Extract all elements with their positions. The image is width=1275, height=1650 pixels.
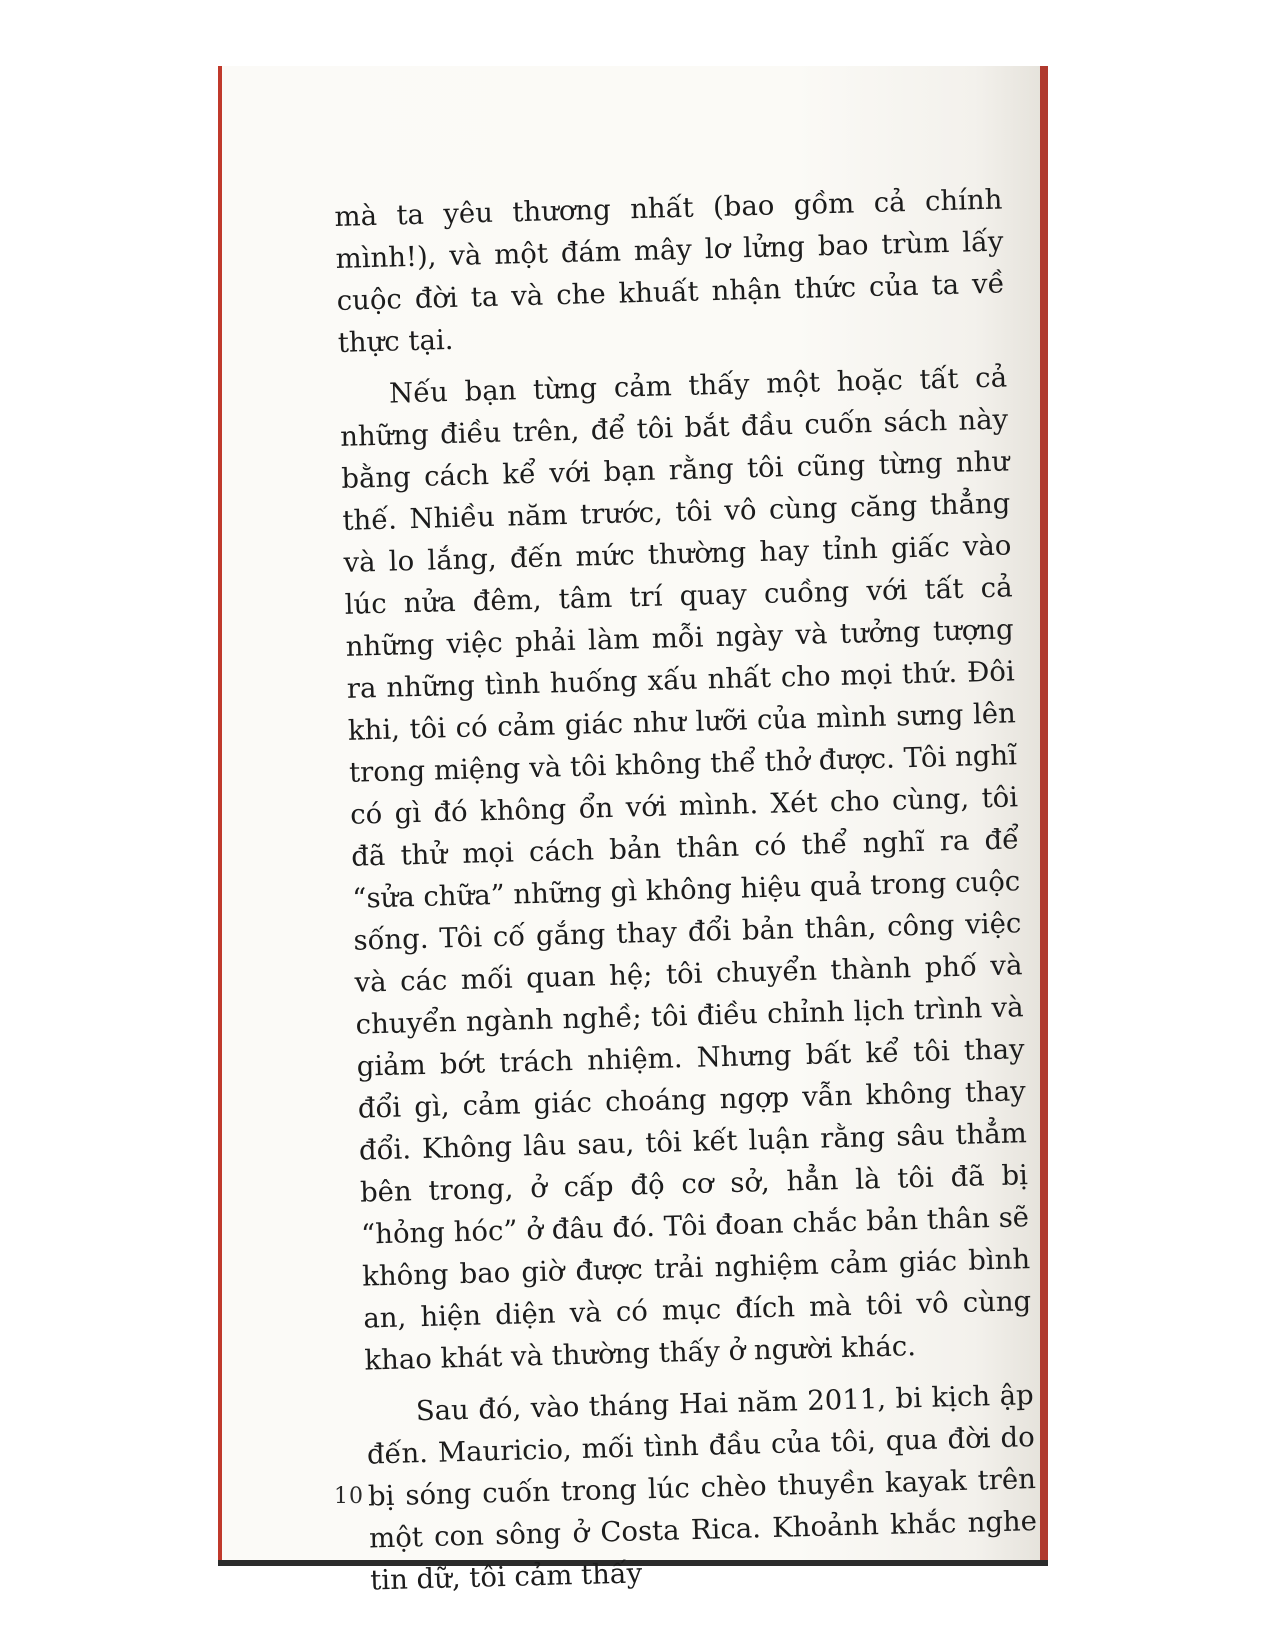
book-page (222, 66, 1040, 1597)
page-number: 10 (334, 1484, 364, 1509)
book-cover-edge-right (1040, 66, 1048, 1566)
paragraph-2: Nếu bạn từng cảm thấy một hoặc tất cả những điều trên, để tôi bắt đầu cuốn sách này bằng cách kể với bạn rằng tôi cũng từng như thế. Nhiều năm trước, tôi vô cùng căng thẳng và lo lắng, đến mức thường hay tỉnh giấc vào lúc nửa đêm, tâm trí quay cuồng với tất cả những việc phải làm mỗi ngày và tưởng tượng ra những tình huống xấu nhất cho mọi thứ. Đôi khi, tôi có cảm giác như lưỡi của mình sưng lên trong miệng và tôi không thể thở được. Tôi nghĩ có gì đó không ổn với mình. Xét cho cùng, tôi đã thử mọi cách bản thân có thể nghĩ ra để “sửa chữa” những gì không hiệu quả trong cuộc sống. Tôi cố gắng thay đổi bản thân, công việc và các mối quan hệ; tôi chuyển thành phố và chuyển ngành nghề; tôi điều chỉnh lịch trình và giảm bớt trách nhiệm. Nhưng bất kể tôi thay đổi gì, cảm giác choáng ngợp vẫn không thay đổi. Không lâu sau, tôi kết luận rằng sâu thẳm bên trong, ở cấp độ cơ sở, hẳn là tôi đã bị “hỏng hóc” ở đâu đó. Tôi đoan chắc bản thân sẽ không bao giờ được trải nghiệm cảm giác bình an, hiện diện và có mục đích mà tôi vô cùng khao khát và thường thấy ở người khác. (339, 361, 1032, 1377)
body-text (334, 179, 1039, 1602)
paragraph-1: mà ta yêu thương nhất (bao gồm cả chính mình!), và một đám mây lơ lửng bao trùm lấy cuộc đời ta và che khuất nhận thức của ta về thực tại. (334, 183, 1005, 359)
paragraph-3: Sau đó, vào tháng Hai năm 2011, bi kịch ập đến. Mauricio, mối tình đầu của tôi, qua đời do bị sóng cuốn trong lúc chèo thuyền kayak trên một con sông ở Costa Rica. Khoảnh khắc nghe tin dữ, tôi cảm thấy (366, 1379, 1038, 1597)
